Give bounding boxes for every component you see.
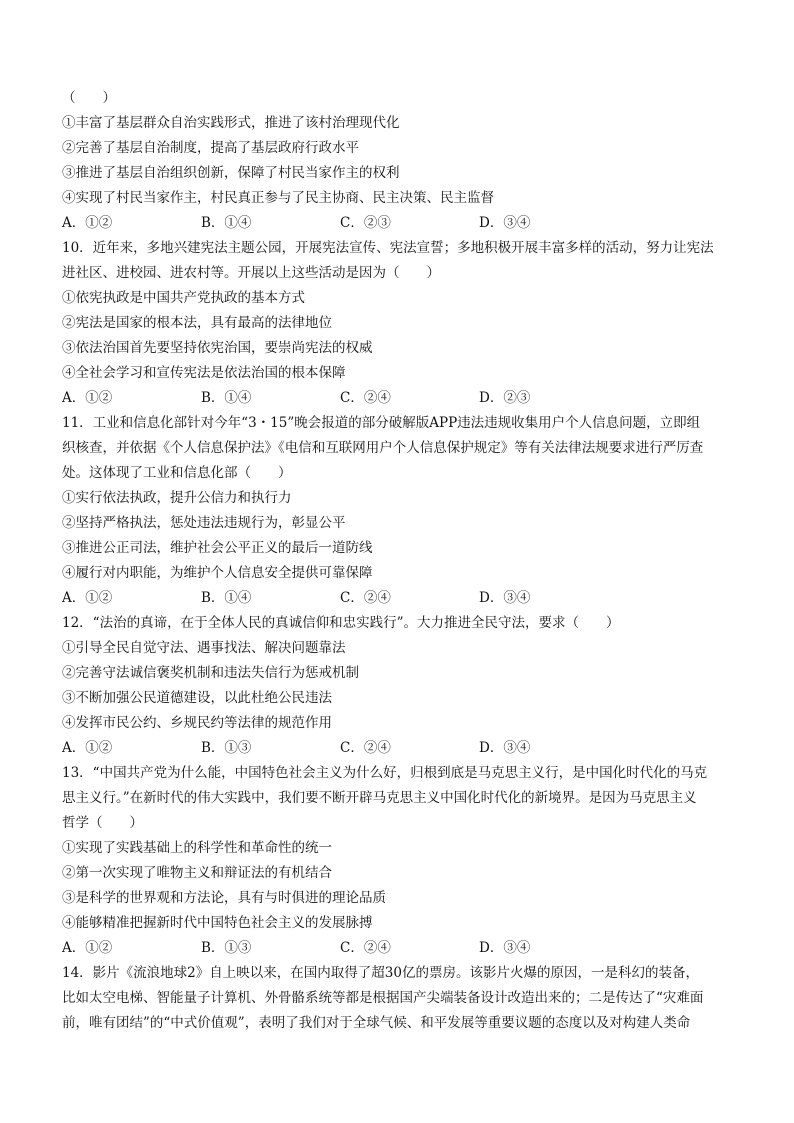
question-13-item-4: ④能够精准把握新时代中国特色社会主义的发展脉搏	[62, 915, 373, 931]
question-9-item-2: ②完善了基层自治制度，提高了基层政府行政水平	[62, 140, 359, 156]
question-10-stem-line-1: 10．近年来，多地兴建宪法主题公园，开展宪法宣传、宪法宣誓；多地积极开展丰富多样的活动，努力让宪法	[62, 240, 714, 256]
question-10-stem-line-2: 进社区、进校园、进农村等。开展以上这些活动是因为（ ）	[62, 265, 440, 281]
question-12-item-3: ③不断加强公民道德建设，以此杜绝公民违法	[62, 690, 332, 706]
question-11-item-1: ①实行依法执政，提升公信力和执行力	[62, 490, 292, 506]
question-9	[62, 86, 734, 236]
option-a: A．①②	[62, 740, 113, 756]
question-9-item-3: ③推进了基层自治组织创新，保障了村民当家作主的权利	[62, 165, 400, 181]
option-a: A．①②	[62, 940, 113, 956]
question-10-item-2: ②宪法是国家的根本法，具有最高的法律地位	[62, 315, 332, 331]
option-d: D．③④	[479, 590, 531, 606]
question-13	[62, 761, 734, 961]
question-12-stem-line-1: 12．“法治的真谛，在于全体人民的真诚信仰和忠实践行”。大力推进全民守法，要求（ ）	[62, 615, 620, 631]
question-10-item-3: ③依法治国首先要坚持依宪治国，要崇尚宪法的权威	[62, 340, 373, 356]
option-c: C．②④	[340, 740, 391, 756]
question-13-stem-line-3: 哲学（ ）	[62, 815, 143, 831]
question-11-item-3: ③推进公正司法，维护社会公平正义的最后一道防线	[62, 540, 373, 556]
question-11-item-4: ④履行对内职能，为维护个人信息安全提供可靠保障	[62, 565, 373, 581]
question-14-stem-line-3: 前，唯有团结”的“中式价值观”，表明了我们对于全球气候、和平发展等重要议题的态度以及对构建人类命	[62, 1015, 691, 1031]
option-b: B．①④	[201, 215, 252, 231]
question-9-item-1: ①丰富了基层群众自治实践形式，推进了该村治理现代化	[62, 115, 400, 131]
question-12-item-4: ④发挥市民公约、乡规民约等法律的规范作用	[62, 715, 332, 731]
question-10	[62, 236, 734, 411]
question-14-stem-line-2: 比如太空电梯、智能量子计算机、外骨骼系统等都是根据国产尖端装备设计改造出来的；二是传达了“灾难面	[62, 990, 704, 1006]
question-14-stem-line-1: 14．影片《流浪地球2》自上映以来，在国内取得了超30亿的票房。该影片火爆的原因，一是科幻的装备，	[62, 965, 699, 981]
question-11-options	[62, 586, 734, 611]
question-11-stem-line-2: 织核查，并依据《个人信息保护法》《电信和互联网用户个人信息保护规定》等有关法律法规要求进行严厉查	[62, 440, 704, 456]
question-12-options	[62, 736, 734, 761]
option-b: B．①③	[201, 940, 252, 956]
option-c: C．②③	[340, 215, 391, 231]
option-d: D．②③	[479, 390, 531, 406]
option-d: D．③④	[479, 215, 531, 231]
option-d: D．③④	[479, 740, 531, 756]
question-12-item-1: ①引导全民自觉守法、遇事找法、解决问题靠法	[62, 640, 346, 656]
question-9-item-4: ④实现了村民当家作主，村民真正参与了民主协商、民主决策、民主监督	[62, 190, 494, 206]
option-a: A．①②	[62, 215, 113, 231]
option-c: C．②④	[340, 590, 391, 606]
question-13-stem-line-2: 思主义行。”在新时代的伟大实践中，我们要不断开辟马克思主义中国化时代化的新境界。是因为马克思主义	[62, 790, 697, 806]
option-b: B．①③	[201, 740, 252, 756]
question-13-stem-line-1: 13．“中国共产党为什么能，中国特色社会主义为什么好，归根到底是马克思主义行，是中国化时代化的马克	[62, 765, 708, 781]
option-b: B．①④	[201, 590, 252, 606]
option-c: C．②④	[340, 940, 391, 956]
question-10-item-1: ①依宪执政是中国共产党执政的基本方式	[62, 290, 305, 306]
question-9-tail: （ ）	[62, 90, 116, 106]
question-12	[62, 611, 734, 761]
question-10-item-4: ④全社会学习和宣传宪法是依法治国的根本保障	[62, 365, 346, 381]
question-14	[62, 961, 734, 1036]
question-13-item-3: ③是科学的世界观和方法论，具有与时俱进的理论品质	[62, 890, 386, 906]
option-a: A．①②	[62, 390, 113, 406]
option-b: B．①④	[201, 390, 252, 406]
question-11-stem-line-1: 11．工业和信息化部针对今年“3・15”晚会报道的部分破解版APP违法违规收集用户个人信息问题，立即组	[62, 415, 701, 431]
question-13-item-1: ①实现了实践基础上的科学性和革命性的统一	[62, 840, 332, 856]
page-content	[62, 86, 734, 1036]
option-d: D．③④	[479, 940, 531, 956]
question-13-options	[62, 936, 734, 961]
question-11-item-2: ②坚持严格执法，惩处违法违规行为，彰显公平	[62, 515, 346, 531]
question-13-item-2: ②第一次实现了唯物主义和辩证法的有机结合	[62, 865, 332, 881]
option-c: C．②④	[340, 390, 391, 406]
question-9-options	[62, 211, 734, 236]
question-11-stem-line-3: 处。这体现了工业和信息化部（ ）	[62, 465, 292, 481]
question-11	[62, 411, 734, 611]
question-10-options	[62, 386, 734, 411]
option-a: A．①②	[62, 590, 113, 606]
question-12-item-2: ②完善守法诚信褒奖机制和违法失信行为惩戒机制	[62, 665, 359, 681]
